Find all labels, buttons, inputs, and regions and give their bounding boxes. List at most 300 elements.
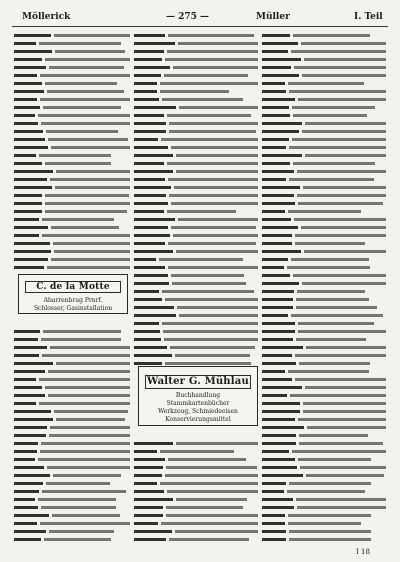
entry-name-mark <box>14 530 46 533</box>
entry-detail-mark <box>297 506 386 509</box>
entry-name-mark <box>134 274 168 277</box>
entry-detail-mark <box>41 442 130 445</box>
entry-name-mark <box>134 530 172 533</box>
entry-detail-mark <box>56 170 130 173</box>
directory-entry <box>262 312 386 319</box>
directory-entry <box>262 456 386 463</box>
directory-entry <box>14 240 130 247</box>
entry-name-mark <box>14 402 36 405</box>
entry-name-mark <box>262 258 288 261</box>
entry-name-mark <box>14 202 42 205</box>
entry-detail-mark <box>40 522 130 525</box>
entry-detail-mark <box>293 34 370 37</box>
directory-entry <box>134 40 258 47</box>
directory-entry <box>134 464 258 471</box>
directory-entry <box>14 88 130 95</box>
entry-name-mark <box>134 226 168 229</box>
entry-detail-mark <box>160 90 229 93</box>
entry-detail-mark <box>167 162 258 165</box>
entry-name-mark <box>262 226 298 229</box>
entry-name-mark <box>134 442 173 445</box>
entry-name-mark <box>262 370 285 373</box>
directory-entry <box>134 512 258 519</box>
entry-name-mark <box>134 306 174 309</box>
directory-entry <box>134 536 258 543</box>
directory-entry <box>134 328 258 335</box>
entry-name-mark <box>14 418 53 421</box>
entry-name-mark <box>14 82 42 85</box>
entry-name-mark <box>262 138 289 141</box>
entry-detail-mark <box>166 466 257 469</box>
entry-detail-mark <box>307 426 386 429</box>
entry-name-mark <box>14 138 45 141</box>
directory-entry <box>14 488 130 495</box>
entry-name-mark <box>262 346 303 349</box>
directory-entry <box>14 264 130 271</box>
directory-entry <box>134 232 258 239</box>
entry-detail-mark <box>45 202 130 205</box>
entry-detail-mark <box>297 194 386 197</box>
entry-name-mark <box>134 258 156 261</box>
entry-detail-mark <box>306 346 386 349</box>
entry-detail-mark <box>38 114 130 117</box>
entry-detail-mark <box>52 514 120 517</box>
entry-name-mark <box>14 266 44 269</box>
entry-name-mark <box>262 482 286 485</box>
entry-detail-mark <box>45 194 129 197</box>
entry-name-mark <box>262 146 286 149</box>
directory-entry <box>262 136 386 143</box>
directory-entry <box>262 208 386 215</box>
directory-entry <box>134 184 258 191</box>
entry-detail-mark <box>55 50 125 53</box>
directory-entry <box>262 88 386 95</box>
directory-entry <box>262 72 386 79</box>
entry-name-mark <box>134 506 163 509</box>
entry-name-mark <box>262 538 286 541</box>
entry-detail-mark <box>166 514 258 517</box>
entry-name-mark <box>262 242 292 245</box>
entry-name-mark <box>134 34 165 37</box>
directory-entry <box>14 32 130 39</box>
entry-detail-mark <box>175 530 258 533</box>
entry-name-mark <box>14 514 49 517</box>
directory-entry <box>14 80 130 87</box>
entry-name-mark <box>134 498 173 501</box>
directory-entry <box>262 80 386 87</box>
directory-entry <box>14 136 130 143</box>
entry-detail-mark <box>292 450 386 453</box>
entry-detail-mark <box>42 234 130 237</box>
entry-name-mark <box>134 346 167 349</box>
entry-detail-mark <box>298 418 386 421</box>
entry-name-mark <box>134 490 164 493</box>
entry-detail-mark <box>38 498 116 501</box>
directory-entry <box>14 440 130 447</box>
entry-detail-mark <box>171 202 258 205</box>
entry-detail-mark <box>173 66 258 69</box>
entry-detail-mark <box>303 186 386 189</box>
directory-entry <box>134 520 258 527</box>
advertisement-title: C. de la Motte <box>25 281 121 293</box>
entry-name-mark <box>14 98 37 101</box>
directory-entry <box>134 480 258 487</box>
entry-detail-mark <box>171 146 258 149</box>
entry-name-mark <box>262 386 302 389</box>
entry-detail-mark <box>50 178 130 181</box>
entry-detail-mark <box>54 410 128 413</box>
entry-name-mark <box>14 242 50 245</box>
directory-entry <box>14 72 130 79</box>
entry-detail-mark <box>45 82 117 85</box>
entry-detail-mark <box>51 258 130 261</box>
advertisement-line: Abarrenbrug Prnrf. <box>43 297 103 304</box>
entry-detail-mark <box>302 74 386 77</box>
directory-entry <box>262 384 386 391</box>
entry-name-mark <box>14 338 38 341</box>
entry-detail-mark <box>165 58 258 61</box>
directory-entry <box>14 448 130 455</box>
entry-detail-mark <box>44 538 111 541</box>
directory-entry <box>262 64 386 71</box>
directory-entry <box>262 176 386 183</box>
entry-detail-mark <box>38 458 130 461</box>
entry-detail-mark <box>291 50 386 53</box>
directory-entry <box>262 304 386 311</box>
entry-detail-mark <box>294 218 386 221</box>
directory-entry <box>262 528 386 535</box>
entry-name-mark <box>14 146 48 149</box>
directory-entry <box>14 512 130 519</box>
directory-entry <box>14 480 130 487</box>
entry-name-mark <box>14 482 43 485</box>
directory-entry <box>14 408 130 415</box>
entry-detail-mark <box>43 330 121 333</box>
directory-entry <box>14 376 130 383</box>
directory-entry <box>262 504 386 511</box>
entry-detail-mark <box>168 34 254 37</box>
entry-name-mark <box>262 42 298 45</box>
entry-detail-mark <box>303 402 386 405</box>
directory-entry <box>262 360 386 367</box>
entry-detail-mark <box>297 290 365 293</box>
entry-name-mark <box>262 490 284 493</box>
entry-detail-mark <box>174 186 258 189</box>
entry-detail-mark <box>54 250 130 253</box>
advertisement-line: Schlosser, Gasinstallation <box>33 305 113 312</box>
directory-entry <box>14 128 130 135</box>
entry-detail-mark <box>296 498 386 501</box>
entry-name-mark <box>134 522 158 525</box>
entry-name-mark <box>14 258 48 261</box>
entry-detail-mark <box>294 66 386 69</box>
entry-detail-mark <box>165 298 258 301</box>
directory-entry <box>262 264 386 271</box>
entry-detail-mark <box>54 34 130 37</box>
entry-detail-mark <box>287 266 370 269</box>
directory-entry <box>262 376 386 383</box>
entry-name-mark <box>134 282 169 285</box>
directory-entry <box>262 288 386 295</box>
entry-detail-mark <box>175 354 250 357</box>
directory-entry <box>262 128 386 135</box>
entry-detail-mark <box>164 338 258 341</box>
directory-entry <box>134 472 258 479</box>
entry-name-mark <box>134 266 165 269</box>
entry-name-mark <box>134 218 175 221</box>
directory-entry <box>262 496 386 503</box>
directory-entry <box>14 176 130 183</box>
directory-entry <box>134 288 258 295</box>
entry-detail-mark <box>289 482 371 485</box>
directory-entry <box>262 256 386 263</box>
entry-name-mark <box>262 394 287 397</box>
directory-entry <box>262 248 386 255</box>
directory-entry <box>134 448 258 455</box>
entry-detail-mark <box>304 58 386 61</box>
entry-name-mark <box>262 130 299 133</box>
directory-entry <box>134 104 258 111</box>
directory-entry <box>14 536 130 543</box>
entry-name-mark <box>262 58 301 61</box>
entry-detail-mark <box>40 450 130 453</box>
entry-name-mark <box>262 98 295 101</box>
advertisement-line: Buchhandlung <box>175 392 221 399</box>
directory-entry <box>262 472 386 479</box>
directory-entry <box>14 208 130 215</box>
entry-name-mark <box>134 90 157 93</box>
directory-entry <box>14 352 130 359</box>
entry-detail-mark <box>288 370 369 373</box>
entry-name-mark <box>262 426 304 429</box>
entry-detail-mark <box>288 82 364 85</box>
directory-entry <box>134 296 258 303</box>
entry-detail-mark <box>167 114 251 117</box>
entry-detail-mark <box>179 106 258 109</box>
entry-detail-mark <box>178 218 258 221</box>
entry-name-mark <box>262 466 297 469</box>
directory-entry <box>14 464 130 471</box>
entry-name-mark <box>14 162 42 165</box>
entry-detail-mark <box>41 338 121 341</box>
entry-detail-mark <box>165 362 251 365</box>
entry-detail-mark <box>160 482 258 485</box>
entry-detail-mark <box>53 242 130 245</box>
directory-entry <box>14 504 130 511</box>
entry-detail-mark <box>168 266 258 269</box>
entry-name-mark <box>14 42 36 45</box>
directory-entry <box>134 240 258 247</box>
entry-name-mark <box>134 138 158 141</box>
entry-name-mark <box>14 490 39 493</box>
entry-detail-mark <box>47 466 130 469</box>
entry-name-mark <box>14 218 39 221</box>
entry-name-mark <box>14 170 53 173</box>
directory-entry <box>14 368 130 375</box>
advertisement-line: Stammkartenbücher <box>166 400 230 407</box>
directory-entry <box>262 296 386 303</box>
entry-detail-mark <box>293 114 367 117</box>
directory-entry <box>262 400 386 407</box>
column-right <box>262 32 386 550</box>
entry-name-mark <box>134 186 171 189</box>
entry-name-mark <box>262 410 300 413</box>
directory-entry <box>14 112 130 119</box>
directory-entry <box>134 56 258 63</box>
entry-detail-mark <box>39 402 130 405</box>
entry-detail-mark <box>301 42 386 45</box>
directory-entry <box>14 96 130 103</box>
entry-name-mark <box>262 234 292 237</box>
entry-detail-mark <box>176 498 247 501</box>
entry-detail-mark <box>304 250 386 253</box>
directory-entry <box>262 184 386 191</box>
directory-entry <box>134 440 258 447</box>
entry-name-mark <box>134 538 166 541</box>
entry-name-mark <box>134 298 162 301</box>
directory-entry <box>134 144 258 151</box>
entry-detail-mark <box>45 58 130 61</box>
directory-entry <box>14 392 130 399</box>
directory-entry <box>262 416 386 423</box>
directory-entry <box>262 464 386 471</box>
entry-name-mark <box>262 178 286 181</box>
directory-entry <box>14 416 130 423</box>
header-rule <box>12 26 388 27</box>
directory-entry <box>262 120 386 127</box>
entry-detail-mark <box>292 138 386 141</box>
directory-entry <box>262 48 386 55</box>
directory-entry <box>134 432 258 439</box>
entry-name-mark <box>262 506 294 509</box>
entry-detail-mark <box>41 122 130 125</box>
entry-detail-mark <box>168 242 256 245</box>
entry-detail-mark <box>296 298 369 301</box>
entry-detail-mark <box>177 306 258 309</box>
directory-entry <box>134 200 258 207</box>
directory-entry <box>262 320 386 327</box>
directory-entry <box>262 336 386 343</box>
entry-name-mark <box>262 522 285 525</box>
entry-name-mark <box>134 74 161 77</box>
directory-entry <box>14 520 130 527</box>
entry-name-mark <box>134 330 160 333</box>
page-corner-marks: I 18 <box>356 548 370 556</box>
entry-detail-mark <box>290 394 386 397</box>
directory-entry <box>262 344 386 351</box>
entry-name-mark <box>14 498 35 501</box>
entry-detail-mark <box>291 314 383 317</box>
entry-name-mark <box>134 362 162 365</box>
entry-name-mark <box>262 450 289 453</box>
entry-name-mark <box>134 458 165 461</box>
entry-detail-mark <box>289 90 386 93</box>
directory-entry <box>134 192 258 199</box>
entry-name-mark <box>14 234 39 237</box>
entry-name-mark <box>14 522 37 525</box>
directory-entry <box>134 120 258 127</box>
directory-entry <box>262 200 386 207</box>
entry-detail-mark <box>42 218 114 221</box>
entry-name-mark <box>262 194 294 197</box>
directory-entry <box>134 48 258 55</box>
entry-detail-mark <box>301 226 386 229</box>
directory-entry <box>262 480 386 487</box>
entry-name-mark <box>14 346 47 349</box>
entry-detail-mark <box>165 474 258 477</box>
directory-entry <box>262 32 386 39</box>
directory-entry <box>262 96 386 103</box>
directory-entry <box>262 152 386 159</box>
directory-entry <box>14 48 130 55</box>
directory-entry <box>134 168 258 175</box>
entry-name-mark <box>14 410 51 413</box>
entry-detail-mark <box>300 466 386 469</box>
entry-name-mark <box>14 538 41 541</box>
directory-entry <box>14 384 130 391</box>
advertisement-title: Walter G. Mühlau <box>145 375 251 389</box>
entry-detail-mark <box>39 154 111 157</box>
entry-detail-mark <box>169 122 258 125</box>
entry-name-mark <box>14 34 51 37</box>
entry-name-mark <box>14 474 50 477</box>
entry-name-mark <box>262 162 290 165</box>
entry-detail-mark <box>50 426 130 429</box>
entry-name-mark <box>134 450 157 453</box>
entry-name-mark <box>134 250 173 253</box>
entry-detail-mark <box>162 98 243 101</box>
entry-detail-mark <box>51 146 130 149</box>
directory-entry <box>14 64 130 71</box>
entry-name-mark <box>14 250 51 253</box>
entry-name-mark <box>14 466 44 469</box>
entry-detail-mark <box>56 418 125 421</box>
entry-detail-mark <box>295 354 386 357</box>
directory-entry <box>134 320 258 327</box>
entry-detail-mark <box>291 258 369 261</box>
entry-detail-mark <box>178 42 258 45</box>
directory-entry <box>262 160 386 167</box>
entry-name-mark <box>262 66 291 69</box>
entry-name-mark <box>14 90 44 93</box>
entry-name-mark <box>262 34 290 37</box>
entry-detail-mark <box>51 226 119 229</box>
entry-detail-mark <box>164 74 248 77</box>
entry-detail-mark <box>42 490 126 493</box>
directory-entry <box>262 368 386 375</box>
entry-detail-mark <box>48 138 128 141</box>
entry-detail-mark <box>305 122 386 125</box>
entry-name-mark <box>262 50 288 53</box>
entry-detail-mark <box>41 506 116 509</box>
entry-name-mark <box>262 338 293 341</box>
entry-name-mark <box>262 434 296 437</box>
entry-name-mark <box>262 106 289 109</box>
column-middle <box>134 32 258 550</box>
entry-detail-mark <box>50 346 130 349</box>
entry-detail-mark <box>289 530 371 533</box>
entry-detail-mark <box>46 130 118 133</box>
directory-entry <box>14 328 130 335</box>
entry-detail-mark <box>289 146 386 149</box>
entry-name-mark <box>134 130 166 133</box>
entry-name-mark <box>14 130 43 133</box>
directory-entry <box>14 160 130 167</box>
entry-name-mark <box>14 226 48 229</box>
entry-detail-mark <box>287 490 365 493</box>
directory-entry <box>262 520 386 527</box>
entry-name-mark <box>134 98 159 101</box>
